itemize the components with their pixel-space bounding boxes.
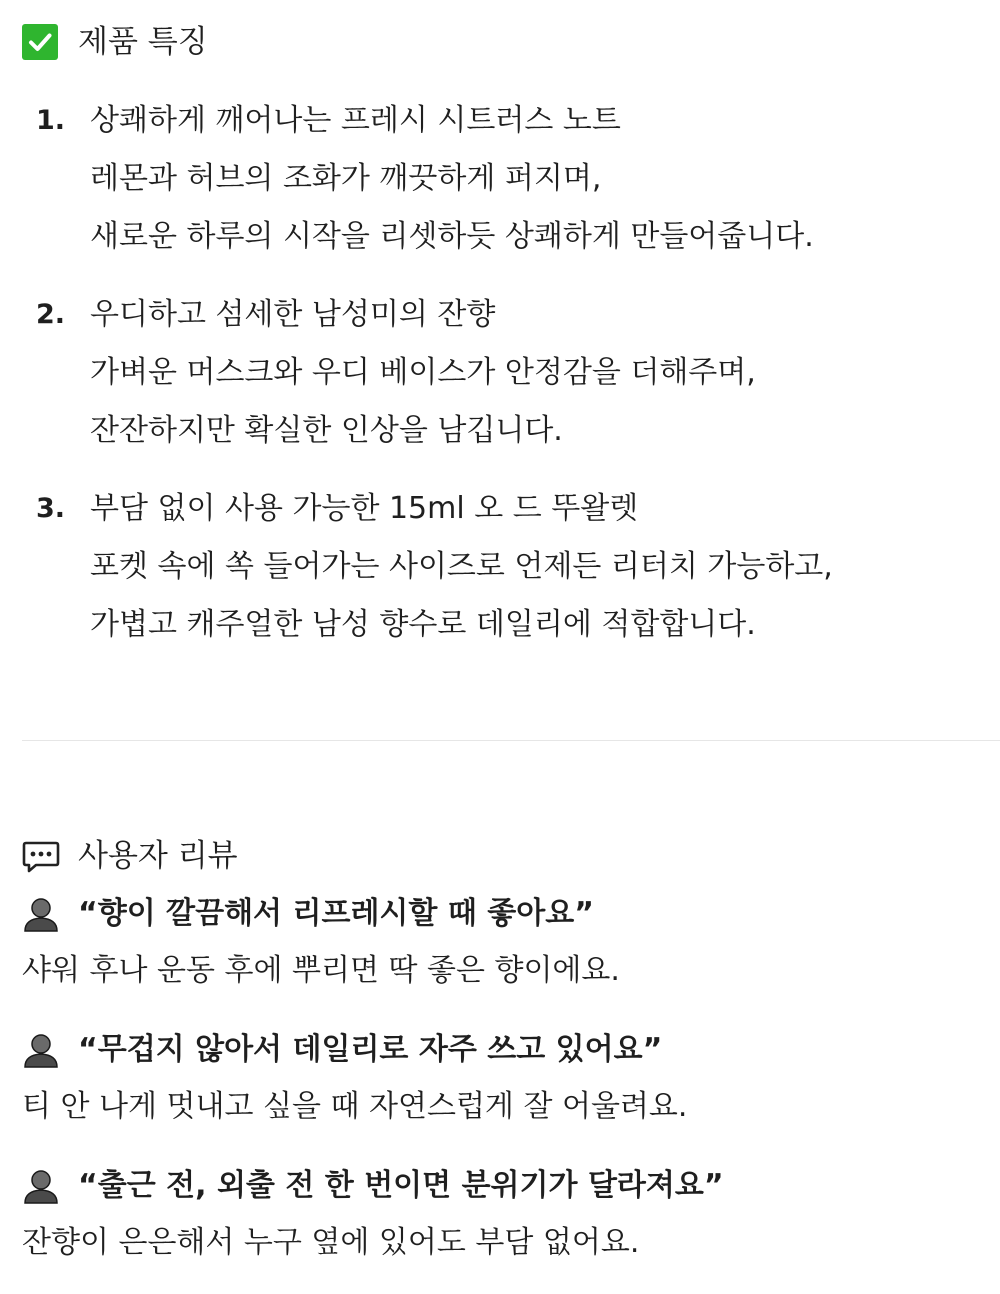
review-body: 샤워 후나 운동 후에 뿌리면 딱 좋은 향이에요. — [22, 953, 620, 988]
feature-title: 우디하고 섬세한 남성미의 잔향 — [90, 297, 496, 332]
feature-item — [0, 92, 1000, 266]
feature-description-line: 레몬과 허브의 조화가 깨끗하게 퍼지며, — [90, 161, 602, 196]
reviews-title: 사용자 리뷰 — [78, 838, 238, 874]
feature-description-line: 잔잔하지만 확실한 인상을 남깁니다. — [90, 413, 563, 448]
features-heading — [22, 22, 208, 62]
features-title: 제품 특징 — [78, 24, 208, 60]
review-item — [22, 1158, 992, 1272]
feature-description-line: 새로운 하루의 시작을 리셋하듯 상쾌하게 만들어줍니다. — [90, 219, 814, 254]
review-body: 티 안 나게 멋내고 싶을 때 자연스럽게 잘 어울려요. — [22, 1089, 688, 1124]
feature-number: 3. — [36, 493, 66, 524]
feature-number: 1. — [36, 105, 66, 136]
feature-description-line: 가벼운 머스크와 우디 베이스가 안정감을 더해주며, — [90, 355, 756, 390]
feature-description-line: 포켓 속에 쏙 들어가는 사이즈로 언제든 리터치 가능하고, — [90, 549, 833, 584]
person-icon — [22, 1167, 60, 1205]
review-quote: “향이 깔끔해서 리프레시할 때 좋아요” — [78, 896, 594, 931]
feature-description-line: 가볍고 캐주얼한 남성 향수로 데일리에 적합합니다. — [90, 607, 756, 642]
review-body: 잔향이 은은해서 누구 옆에 있어도 부담 없어요. — [22, 1225, 640, 1260]
review-quote-row — [22, 1158, 992, 1214]
review-quote-row — [22, 1022, 992, 1078]
section-divider — [22, 740, 1000, 741]
review-quote: “무겁지 않아서 데일리로 자주 쓰고 있어요” — [78, 1032, 663, 1067]
review-quote-row — [22, 886, 992, 942]
feature-number: 2. — [36, 299, 66, 330]
reviews-heading — [22, 836, 238, 876]
feature-title: 부담 없이 사용 가능한 15ml 오 드 뚜왈렛 — [90, 491, 639, 526]
review-quote: “출근 전, 외출 전 한 번이면 분위기가 달라져요” — [78, 1168, 724, 1203]
feature-list — [0, 92, 1000, 674]
review-item — [22, 1022, 992, 1136]
speech-balloon-icon — [22, 837, 60, 875]
person-icon — [22, 895, 60, 933]
check-mark-button-icon — [22, 24, 58, 60]
feature-item — [0, 286, 1000, 460]
person-icon — [22, 1031, 60, 1069]
feature-title: 상쾌하게 깨어나는 프레시 시트러스 노트 — [90, 103, 621, 138]
feature-item — [0, 480, 1000, 654]
review-item — [22, 886, 992, 1000]
